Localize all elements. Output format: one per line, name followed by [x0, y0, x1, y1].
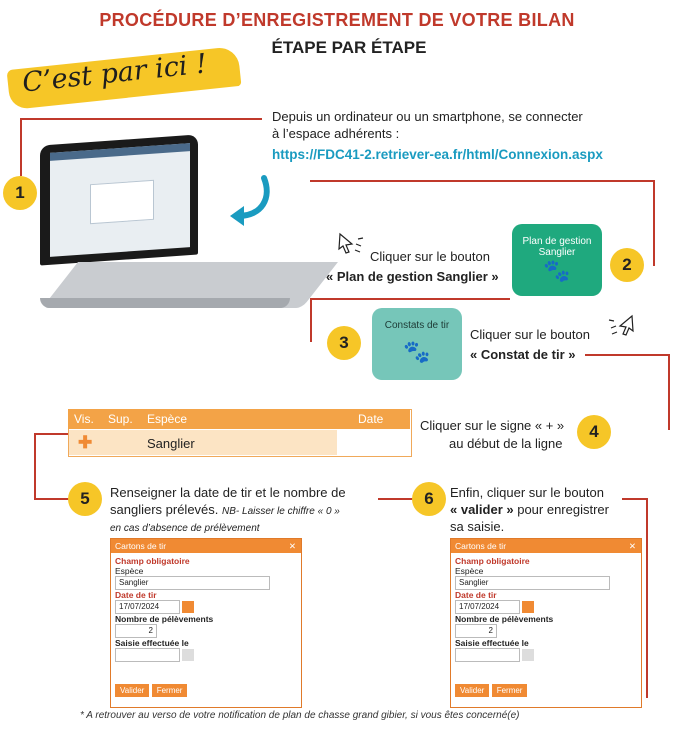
valider-button[interactable]: Valider	[455, 684, 489, 697]
step-4-line-2: au début de la ligne	[449, 436, 563, 451]
step-1-text	[272, 108, 652, 163]
required-label: Champ obligatoire	[115, 556, 190, 566]
date-field[interactable]: 17/07/2024	[455, 600, 520, 614]
cartons-de-tir-dialog	[450, 538, 642, 708]
laptop-login-form	[90, 180, 154, 224]
footnote: * A retrouver au verso de votre notification de plan de chasse grand gibier, si vous êtes concerné(e)	[80, 710, 520, 721]
step-1-line-1: Depuis un ordinateur ou un smartphone, se connecter	[272, 109, 583, 124]
step-6-text	[450, 484, 640, 535]
page-title: PROCÉDURE D’ENREGISTREMENT DE VOTRE BILAN	[99, 10, 575, 30]
step-5-note-1: NB- Laisser le chiffre « 0 »	[222, 506, 340, 517]
connector-line	[310, 298, 510, 300]
click-cursor-icon	[336, 230, 370, 256]
curved-arrow-icon	[222, 172, 282, 232]
count-label: Nombre de pélèvements	[115, 614, 214, 624]
step-6-valider: « valider »	[450, 502, 514, 517]
fermer-button[interactable]: Fermer	[492, 684, 528, 697]
connector-line	[653, 180, 655, 266]
page-subtitle: ÉTAPE PAR ÉTAPE	[271, 38, 427, 57]
close-icon[interactable]: ✕	[628, 541, 636, 551]
step-1-line-2: à l’espace adhérents :	[272, 126, 400, 141]
species-label: Espèce	[115, 566, 144, 576]
click-cursor-icon	[604, 312, 638, 338]
connector-line	[585, 354, 670, 356]
calendar-icon[interactable]	[182, 649, 194, 661]
fermer-button[interactable]: Fermer	[152, 684, 188, 697]
connector-line	[34, 498, 70, 500]
count-label: Nombre de pélèvements	[455, 614, 554, 624]
valider-button[interactable]: Valider	[115, 684, 149, 697]
connector-line	[20, 118, 22, 176]
step-4-line-1: Cliquer sur le signe « + »	[420, 418, 565, 433]
step-3-line-1: Cliquer sur le bouton	[470, 327, 590, 342]
header-date: Date	[358, 412, 384, 426]
calendar-icon[interactable]	[522, 649, 534, 661]
plan-gestion-label-2: Sanglier	[538, 247, 576, 258]
species-field[interactable]: Sanglier	[115, 576, 270, 590]
species-field[interactable]: Sanglier	[455, 576, 610, 590]
table-date-cell	[337, 430, 409, 455]
step-5-badge: 5	[68, 482, 102, 516]
laptop-front-edge	[40, 298, 290, 308]
entry-date-field[interactable]	[455, 648, 520, 662]
connector-line	[34, 433, 36, 499]
step-6-line-1: Enfin, cliquer sur le bouton	[450, 485, 604, 500]
date-label: Date de tir	[115, 590, 157, 600]
species-cell: Sanglier	[147, 436, 195, 451]
constats-de-tir-button[interactable]	[372, 308, 462, 380]
dialog-title: Cartons de tir	[115, 541, 167, 551]
step-2-line-1: Cliquer sur le bouton	[370, 249, 490, 264]
required-label: Champ obligatoire	[455, 556, 530, 566]
step-5-text	[110, 484, 380, 537]
step-5-line-2: sangliers prélevés.	[110, 502, 219, 517]
step-3-badge: 3	[327, 326, 361, 360]
step-2-line-2: « Plan de gestion Sanglier »	[326, 269, 499, 284]
step-5-line-1: Renseigner la date de tir et le nombre de	[110, 485, 346, 500]
count-field[interactable]: 2	[115, 624, 157, 638]
calendar-icon[interactable]	[182, 601, 194, 613]
connector-line	[668, 354, 670, 430]
paw-icon: 🐾	[543, 258, 571, 283]
step-6-badge: 6	[412, 482, 446, 516]
connector-line	[646, 498, 648, 698]
step-6-line-3: sa saisie.	[450, 519, 505, 534]
connector-line	[310, 180, 655, 182]
entry-label: Saisie effectuée le	[115, 638, 189, 648]
header-sup: Sup.	[108, 412, 133, 426]
calendar-icon[interactable]	[522, 601, 534, 613]
date-label: Date de tir	[455, 590, 497, 600]
connector-line	[310, 298, 312, 342]
close-icon[interactable]: ✕	[288, 541, 296, 551]
plan-gestion-sanglier-button[interactable]	[512, 224, 602, 296]
connector-line	[22, 118, 262, 120]
paw-icon: 🐾	[403, 339, 431, 364]
entry-date-field[interactable]	[115, 648, 180, 662]
step-4-badge: 4	[577, 415, 611, 449]
plan-gestion-label-1: Plan de gestion	[522, 236, 592, 247]
constats-label: Constats de tir	[384, 320, 450, 331]
tagline: C’est par ici !	[20, 48, 209, 99]
header-espece: Espèce	[147, 412, 188, 426]
step-5-note-2: en cas d’absence de prélèvement	[110, 523, 260, 534]
entry-label: Saisie effectuée le	[455, 638, 529, 648]
table-header	[68, 409, 410, 429]
step-2-badge: 2	[610, 248, 644, 282]
header-vis: Vis.	[74, 412, 94, 426]
count-field[interactable]: 2	[455, 624, 497, 638]
connector-line	[34, 433, 68, 435]
step-3-line-2: « Constat de tir »	[470, 347, 576, 362]
dialog-title: Cartons de tir	[455, 541, 507, 551]
species-label: Espèce	[455, 566, 484, 576]
add-plus-icon[interactable]: ✚	[78, 433, 93, 452]
login-url-link[interactable]: https://FDC41-2.retriever-ea.fr/html/Connexion.aspx	[272, 147, 603, 162]
dialog-header	[451, 539, 641, 553]
date-field[interactable]: 17/07/2024	[115, 600, 180, 614]
step-1-badge: 1	[3, 176, 37, 210]
dialog-header	[111, 539, 301, 553]
step-6-line-2: pour enregistrer	[513, 502, 609, 517]
cartons-de-tir-dialog	[110, 538, 302, 708]
connector-line	[378, 498, 414, 500]
